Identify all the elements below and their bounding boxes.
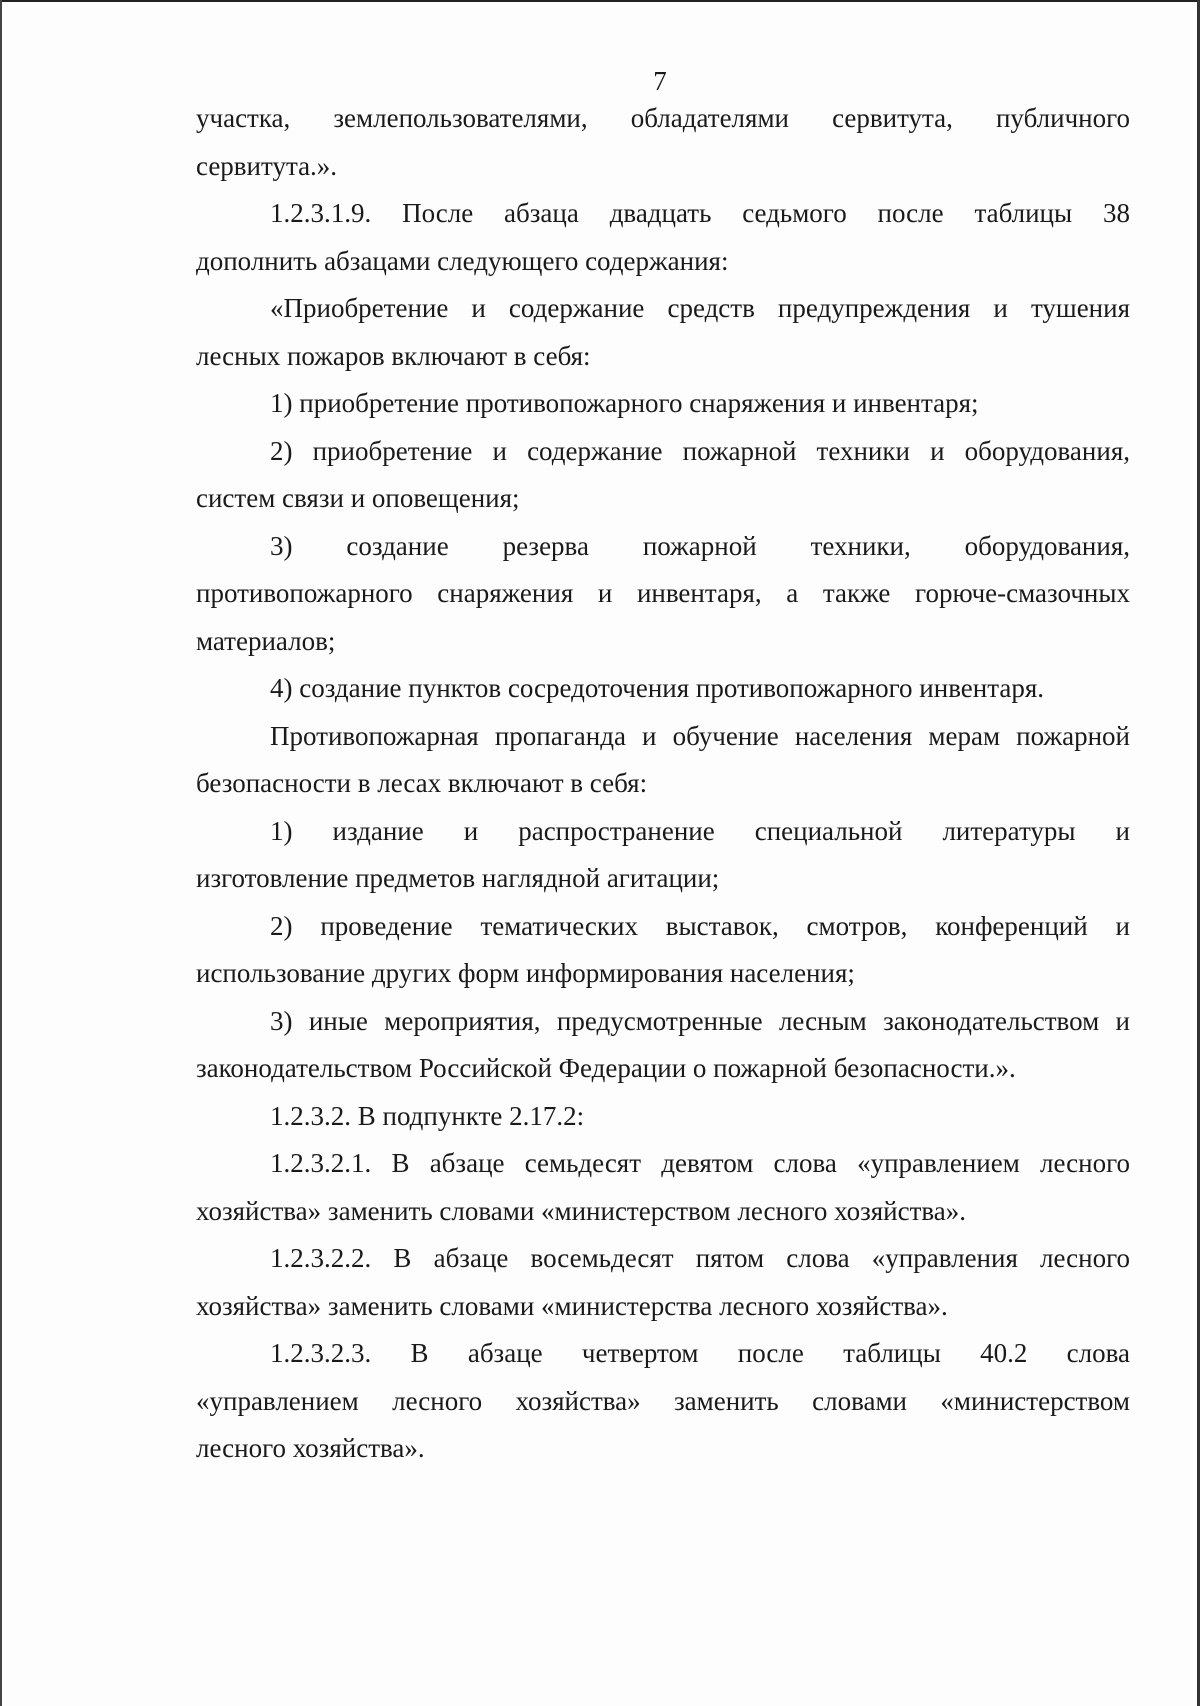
paragraph-1-2-3-2: [196, 1093, 1130, 1141]
list-item: [196, 998, 1130, 1093]
document-body: [196, 95, 1130, 1473]
text-line: материалов;: [196, 625, 336, 656]
text-line: 2) проведение тематических выставок, смотров, конференций и: [270, 910, 1130, 941]
scan-edge-left: [0, 0, 2, 1706]
scan-edge-top: [0, 0, 1200, 2]
text-line: «управлением лесного хозяйства» заменить словами «министерством: [196, 1385, 1130, 1416]
text-line: «Приобретение и содержание средств предупреждения и тушения: [270, 293, 1130, 323]
text-line: 3) иные мероприятия, предусмотренные лесным законодательством и: [270, 1005, 1130, 1036]
text-line: законодательством Российской Федерации о пожарной безопасности.».: [196, 1053, 1016, 1083]
paragraph-1-2-3-2-1: [196, 1140, 1130, 1235]
text-line: 1.2.3.2.2. В абзаце восемьдесят пятом слова «управления лесного: [270, 1243, 1130, 1273]
paragraph-continuation: [196, 95, 1130, 190]
paragraph-1-2-3-2-3: [196, 1330, 1130, 1473]
text-line: Противопожарная пропаганда и обучение населения мерам пожарной: [270, 720, 1130, 751]
text-line: 3) создание резерва пожарной техники, оборудования,: [270, 530, 1130, 561]
text-line: 2) приобретение и содержание пожарной техники и оборудования,: [270, 435, 1130, 466]
text-line: 1) издание и распространение специальной литературы и: [270, 815, 1130, 846]
text-line: противопожарного снаряжения и инвентаря, а также горюче-смазочных: [196, 578, 1130, 608]
text-line: хозяйства» заменить словами «министерством лесного хозяйства».: [196, 1195, 967, 1226]
text-line: дополнить абзацами следующего содержания:: [196, 245, 729, 276]
text-line: 1) приобретение противопожарного снаряжения и инвентаря;: [270, 388, 979, 418]
list-item: [196, 808, 1130, 903]
paragraph-1-2-3-2-2: [196, 1235, 1130, 1330]
text-line: 1.2.3.1.9. После абзаца двадцать седьмого после таблицы 38: [270, 198, 1130, 228]
paragraph-quote-start: [196, 285, 1130, 380]
page-number: 7: [653, 66, 667, 96]
text-line: систем связи и оповещения;: [196, 483, 520, 513]
paragraph-propaganda: [196, 713, 1130, 808]
text-line: лесных пожаров включают в себя:: [196, 340, 591, 371]
text-line: 1.2.3.2.3. В абзаце четвертом после таблицы 40.2 слова: [270, 1338, 1130, 1368]
list-item: [196, 428, 1130, 523]
text-line: лесного хозяйства».: [196, 1433, 425, 1463]
list-item: [196, 523, 1130, 666]
text-line: хозяйства» заменить словами «министерства лесного хозяйства».: [196, 1290, 948, 1321]
text-line: 4) создание пунктов сосредоточения противопожарного инвентаря.: [270, 673, 1045, 703]
text-line: 1.2.3.2.1. В абзаце семьдесят девятом слова «управлением лесного: [270, 1148, 1130, 1178]
text-line: безопасности в лесах включают в себя:: [196, 768, 648, 798]
paragraph-1-2-3-1-9: [196, 190, 1130, 285]
text-line: участка, землепользователями, обладателями сервитута, публичного: [196, 103, 1130, 133]
text-line: использование других форм информирования населения;: [196, 958, 855, 988]
list-item: [196, 903, 1130, 998]
list-item: [196, 380, 1130, 428]
text-line: сервитута.».: [196, 150, 338, 181]
text-line: 1.2.3.2. В подпункте 2.17.2:: [270, 1100, 585, 1131]
list-item: [196, 665, 1130, 713]
text-line: изготовление предметов наглядной агитации;: [196, 863, 720, 893]
